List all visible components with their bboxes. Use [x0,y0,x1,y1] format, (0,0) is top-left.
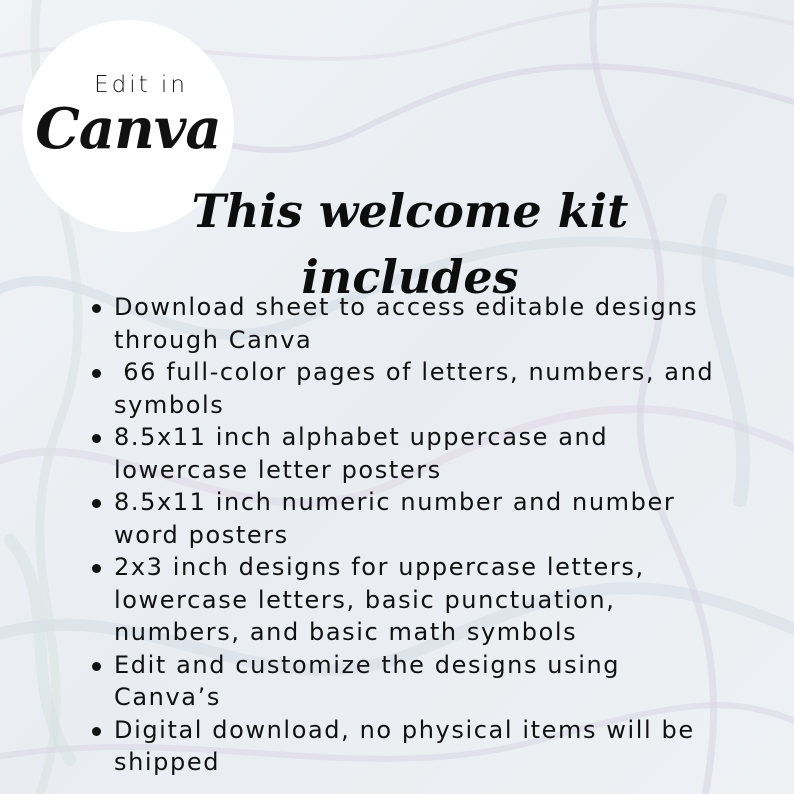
bullet-dot-icon [92,304,101,313]
list-item [90,551,730,649]
list-item [90,356,730,421]
bullet-dot-icon [92,434,101,443]
list-item-text: 8.5x11 inch numeric number and number word posters [114,488,676,549]
list-item [90,486,730,551]
list-item-text: 66 full-color pages of letters, numbers, and symbols [114,358,724,419]
bullet-dot-icon [92,564,101,573]
list-item-text: Download sheet to access editable designs through Canva [114,293,699,354]
title-line-2: includes [301,250,519,304]
feature-list [90,291,730,779]
list-item [90,649,730,714]
list-item-text: 8.5x11 inch alphabet uppercase and lowercase letter posters [114,423,609,484]
list-item-text: Digital download, no physical items will be shipped [114,715,695,776]
bullet-dot-icon [92,369,101,378]
list-item [90,714,730,779]
list-item [90,421,730,486]
bullet-dot-icon [92,499,101,508]
badge-top-text: Edit in [94,72,188,98]
title-line-1: This welcome kit [191,184,629,238]
bullet-dot-icon [92,662,101,671]
list-item-text: Edit and customize the designs using Canva’s [114,650,621,711]
list-item-text: 2x3 inch designs for uppercase letters, lowercase letters, basic punctuation, numbers, and basic math symbols [114,553,645,646]
badge-canva-wordmark: Canva [35,96,221,162]
bullet-dot-icon [92,727,101,736]
list-item [90,291,730,356]
